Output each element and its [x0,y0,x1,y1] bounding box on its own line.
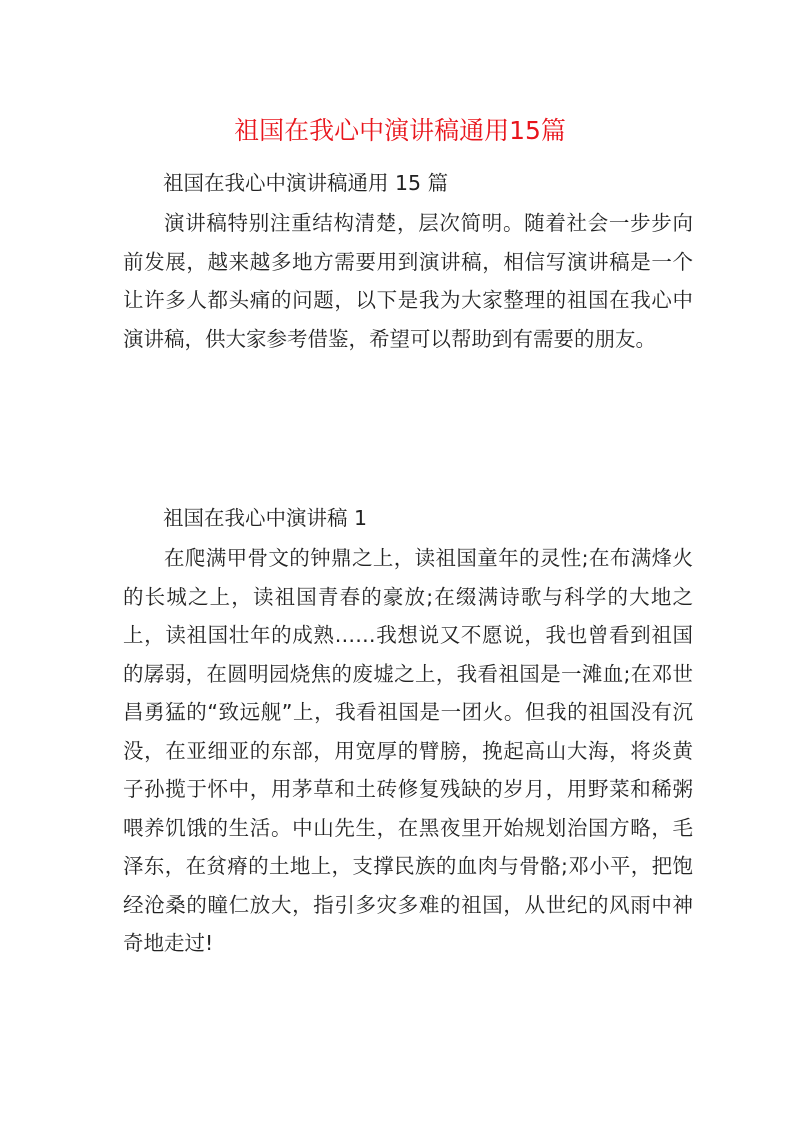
intro-paragraph: 演讲稿特别注重结构清楚，层次简明。随着社会一步步向前发展，越来越多地方需要用到演讲稿，相信写演讲稿是一个让许多人都头痛的问题，以下是我为大家整理的祖国在我心中演讲稿，供大家参考借鉴，希望可以帮助到有需要的朋友。 [123,211,693,351]
document-subtitle: 祖国在我心中演讲稿通用 15 篇 [163,171,449,195]
section-heading: 祖国在我心中演讲稿 1 [163,506,368,530]
document-title: 祖国在我心中演讲稿通用15篇 [234,116,566,145]
section-body: 在爬满甲骨文的钟鼎之上，读祖国童年的灵性;在布满烽火的长城之上，读祖国青春的豪放;在缀满诗歌与科学的大地之上，读祖国壮年的成熟……我想说又不愿说，我也曾看到祖国的孱弱，在圆明园烧焦的废墟之上，我看祖国是一滩血;在邓世昌勇猛的“致远舰”上，我看祖国是一团火。但我的祖国没有沉没，在亚细亚的东部，用宽厚的臂膀，挽起高山大海，将炎黄子孙揽于怀中，用茅草和土砖修复残缺的岁月，用野菜和稀粥喂养饥饿的生活。中山先生，在黑夜里开始规划治国方略，毛泽东，在贫瘠的土地上，支撑民族的血肉与骨骼;邓小平，把饱经沧桑的瞳仁放大，指引多灾多难的祖国，从世纪的风雨中神奇地走过! [123,546,693,955]
